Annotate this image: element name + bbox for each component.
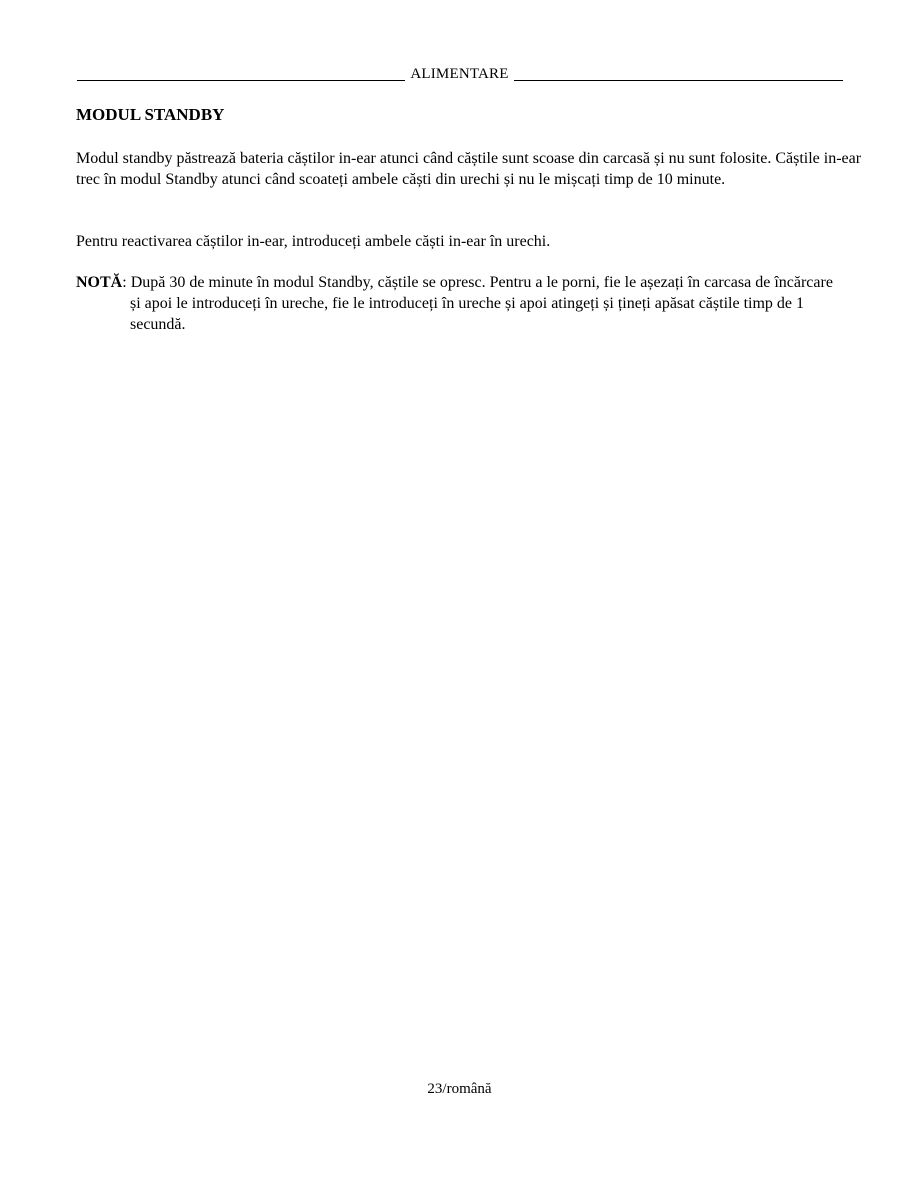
note-separator: : <box>122 274 131 291</box>
header-section-title: ALIMENTARE <box>410 66 509 82</box>
paragraph-standby-description: Modul standby păstrează bateria căștilor in-ear atunci când căștile sunt scoase din carcasă și nu sunt folosite. Căștile in-ear trec în modul Standby atunci când scoateți ambele căști din urechi și nu le mișcați timp de 10 minute. <box>76 150 862 188</box>
note-label: NOTĂ <box>76 274 123 291</box>
note-text: După 30 de minute în modul Standby, căștile se opresc. Pentru a le porni, fie le așezați în carcasa de încărcare și apoi le introduceți în ureche, fie le introduceți în ureche și apoi atingeți și țineți apăsat căștile timp de 1 secundă. <box>130 274 833 333</box>
paragraph-reactivation: Pentru reactivarea căștilor in-ear, introduceți ambele căști in-ear în urechi. <box>76 233 551 250</box>
header-rule-left <box>77 80 405 81</box>
note-block <box>76 272 846 335</box>
running-header <box>77 64 843 84</box>
page-number: 23/română <box>427 1081 492 1097</box>
header-rule-right <box>514 80 843 81</box>
section-heading: MODUL STANDBY <box>76 105 225 124</box>
